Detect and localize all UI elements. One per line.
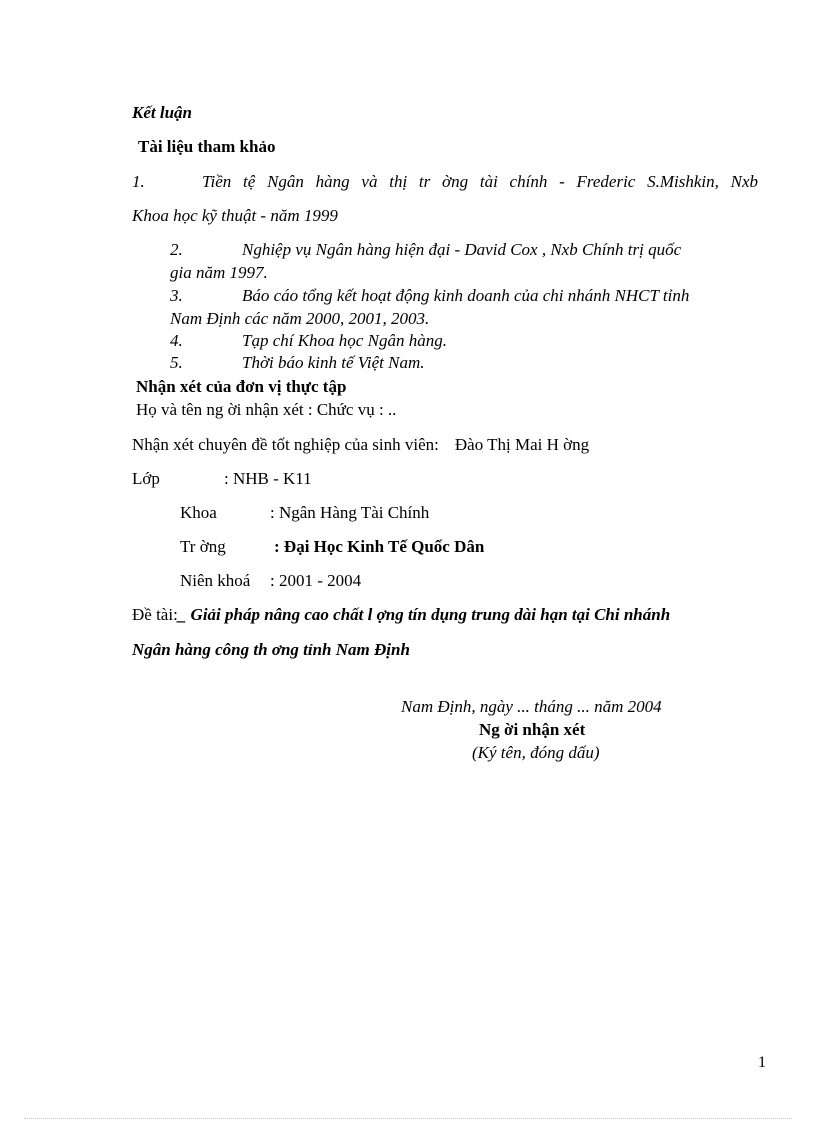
nien-khoa-label: Niên khoá bbox=[180, 571, 251, 590]
student-name: Đào Thị Mai H ờng bbox=[454, 435, 590, 454]
reference-1-line2: Khoa học kỹ thuật - năm 1999 bbox=[132, 206, 338, 225]
de-tai-title-part1: _ Giải pháp nâng cao chất l ợng tín dụng trung dài hạn tại Chi nhánh bbox=[177, 605, 671, 624]
reference-5-line1 bbox=[170, 353, 425, 373]
reference-5-text: Thời báo kinh tế Việt Nam. bbox=[242, 353, 425, 372]
student-label: Nhận xét chuyên đề tốt nghiệp của sinh viên: bbox=[132, 435, 439, 454]
reference-1-number: 1. bbox=[132, 172, 145, 191]
lop-value: : NHB - K11 bbox=[224, 469, 312, 488]
nien-khoa-value: : 2001 - 2004 bbox=[270, 571, 362, 590]
reference-3-line1 bbox=[170, 286, 689, 306]
reference-4-line1 bbox=[170, 331, 447, 351]
heading-nhan-xet-don-vi: Nhận xét của đơn vị thực tập bbox=[136, 377, 347, 396]
de-tai-label: Đề tài: bbox=[132, 605, 178, 624]
khoa-value: : Ngân Hàng Tài Chính bbox=[270, 503, 430, 522]
reference-3-text: Báo cáo tổng kết hoạt động kinh doanh của chi nhánh NHCT tỉnh bbox=[242, 286, 690, 305]
page-bottom-divider bbox=[24, 1118, 792, 1119]
reference-4-text: Tạp chí Khoa học Ngân hàng. bbox=[242, 331, 447, 350]
reviewer-name-line: Họ và tên ng ời nhận xét : Chức vụ : .. bbox=[136, 400, 397, 419]
khoa-label: Khoa bbox=[180, 503, 217, 522]
reference-3-line2: Nam Định các năm 2000, 2001, 2003. bbox=[170, 309, 430, 328]
signature-role: Ng ời nhận xét bbox=[479, 720, 586, 739]
student-line bbox=[132, 435, 589, 455]
signature-place-date: Nam Định, ngày ... tháng ... năm 2004 bbox=[401, 697, 662, 716]
reference-4-number: 4. bbox=[170, 331, 183, 350]
de-tai-title-part2: Ngân hàng công th ơng tỉnh Nam Định bbox=[132, 640, 410, 659]
reference-2-text: Nghiệp vụ Ngân hàng hiện đại - David Cox , Nxb Chính trị quốc bbox=[242, 240, 682, 259]
de-tai-line1 bbox=[132, 605, 670, 625]
lop-label: Lớp bbox=[132, 469, 160, 488]
page-number: 1 bbox=[758, 1054, 766, 1071]
reference-1-text: Tiền tệ Ngân hàng và thị tr ờng tài chính - Frederic S.Mishkin, Nxb bbox=[202, 172, 758, 191]
reference-2-line1 bbox=[170, 240, 681, 260]
reference-1-line1 bbox=[132, 172, 758, 192]
heading-tai-lieu-tham-khao: Tài liệu tham khảo bbox=[138, 137, 276, 156]
reference-3-number: 3. bbox=[170, 286, 183, 305]
reference-2-number: 2. bbox=[170, 240, 183, 259]
truong-value: : Đại Học Kinh Tế Quốc Dân bbox=[274, 537, 485, 556]
reference-2-line2: gia năm 1997. bbox=[170, 263, 268, 282]
signature-note: (Ký tên, đóng dấu) bbox=[472, 743, 600, 762]
heading-ket-luan: Kết luận bbox=[132, 103, 192, 122]
truong-label: Tr ờng bbox=[180, 537, 226, 556]
reference-5-number: 5. bbox=[170, 353, 183, 372]
